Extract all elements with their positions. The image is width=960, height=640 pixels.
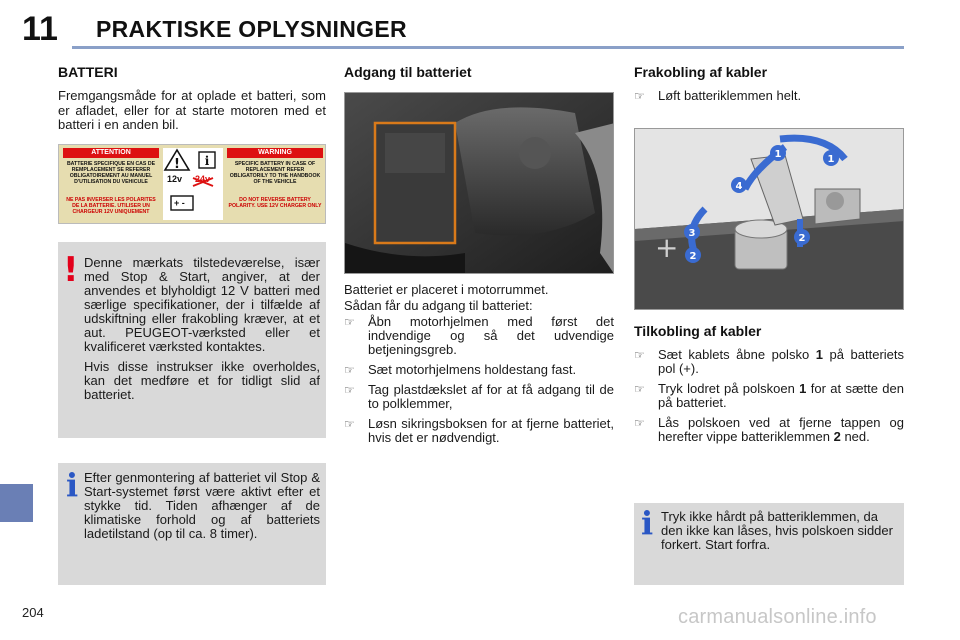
pointing-hand-icon: ☞ [344, 315, 355, 329]
label-12v: 12v [167, 174, 183, 184]
pointing-hand-icon: ☞ [634, 348, 645, 362]
warning-box-text [84, 256, 320, 408]
label-24v: 24v [195, 174, 211, 184]
pointing-hand-icon: ☞ [634, 416, 645, 430]
list-item: ☞ Lås polskoen ved at fjerne tappen og herefter vippe batteriklemmen 2 ned. [634, 415, 904, 444]
warning-paragraph: Denne mærkats tilstedeværelse, især med Stop & Start, angiver, at der anvendes et blyholdigt 12 V batteri med særlige specifikationer, der i tilfælde af udskiftning eller frakobling kræver, at et aut. PEUGEOT-værksted eller et kvalificeret værksted kontaktes. [84, 255, 320, 354]
diagram-label-3: 3 [688, 228, 696, 239]
page-title: PRAKTISKE OPLYSNINGER [96, 16, 407, 42]
battery-warning-label [58, 144, 326, 224]
label-en-top: SPECIFIC BATTERY IN CASE OF REPLACEMENT REFER OBLIGATORILY TO THE HANDBOOK OF THE VEHICLE [229, 161, 321, 185]
engine-bay-photo [344, 92, 614, 274]
info-box-2-text: Tryk ikke hårdt på batteriklemmen, da den ikke kan låses, hvis polskoen sidder forkert. Start forfra. [661, 509, 893, 552]
diagram-label-2b: 2 [689, 251, 697, 262]
section-title-adgang: Adgang til batteriet [344, 64, 472, 80]
exclamation-icon: ! [63, 250, 79, 290]
diagram-label-1a: 1 [774, 149, 782, 160]
adgang-p1: Batteriet er placeret i motorrummet. [344, 282, 549, 297]
page-number: 204 [22, 605, 44, 620]
svg-text:i: i [204, 154, 210, 168]
warning-triangle-icon [163, 148, 223, 220]
list-item: ☞ Åbn motorhjelmen med først det indvendige og så det udvendige betjeningsgreb. [344, 314, 614, 357]
info-box-text: Efter genmontering af batteriet vil Stop & Start-systemet først være aktivt efter et stykke tid. Tiden afhænger af de klimatiske forhold og af batteriets ladetilstand (op til ca. 8 timer). [84, 470, 320, 541]
info-icon: i [66, 466, 79, 504]
list-item: ☞ Sæt kablets åbne polsko 1 på batteriets pol (+). [634, 347, 904, 376]
list-item: ☞ Sæt motorhjelmens holdestang fast. [344, 362, 577, 377]
diagram-label-4: 4 [735, 181, 743, 192]
pointing-hand-icon: ☞ [344, 417, 355, 431]
info-icon: i [641, 504, 654, 542]
frakobling-steps [634, 89, 904, 109]
pointing-hand-icon: ☞ [634, 382, 645, 396]
pointing-hand-icon: ☞ [634, 89, 645, 103]
tilkobling-steps [634, 348, 904, 450]
terminal-illustration [635, 129, 904, 310]
adgang-steps [344, 315, 614, 451]
chapter-number: 11 [22, 10, 58, 48]
diagram-plus: + [655, 231, 679, 264]
batteri-intro: Fremgangsmåde for at oplade et batteri, som er afladet, eller for at starte motoren med et batteri i en anden bil. [58, 88, 326, 132]
svg-text:!: ! [174, 157, 180, 172]
list-item: ☞ Løsn sikringsboksen for at fjerne batteriet, hvis det er nødvendigt. [344, 416, 614, 445]
label-en-bottom: DO NOT REVERSE BATTERY POLARITY. USE 12V CHARGER ONLY [228, 197, 322, 209]
header-rule [72, 46, 904, 49]
battery-terminal-diagram [634, 128, 904, 310]
section-title-tilkobling: Tilkobling af kabler [634, 323, 762, 339]
diagram-label-1b: 1 [827, 154, 835, 165]
label-fr-bottom: NE PAS INVERSER LES POLARITES DE LA BATTERIE. UTILISER UN CHARGEUR 12V UNIQUEMENT [66, 197, 156, 215]
label-pictograms [163, 148, 223, 220]
adgang-p2: Sådan får du adgang til batteriet: [344, 298, 533, 313]
chapter-side-tab [0, 484, 33, 522]
label-warning: WARNING [227, 148, 323, 158]
pointing-hand-icon: ☞ [344, 383, 355, 397]
label-attention: ATTENTION [63, 148, 159, 158]
pointing-hand-icon: ☞ [344, 363, 355, 377]
engine-illustration [345, 93, 614, 274]
list-item: ☞ Løft batteriklemmen helt. [634, 88, 802, 103]
section-title-frakobling: Frakobling af kabler [634, 64, 768, 80]
list-item: ☞ Tag plastdækslet af for at få adgang til de to polklemmer, [344, 382, 614, 411]
section-title-batteri: BATTERI [58, 64, 118, 80]
diagram-label-2a: 2 [798, 233, 806, 244]
warning-paragraph: Hvis disse instrukser ikke overholdes, kan det medføre et for tidligt slid af batteriet. [84, 359, 320, 402]
label-plus-minus: + - [174, 198, 185, 208]
label-fr-top: BATTERIE SPECIFIQUE EN CAS DE REMPLACEMENT SE REFERER OBLIGATOIREMENT AU MANUEL D'UTILISATION DU VEHICULE [66, 161, 156, 185]
list-item: ☞ Tryk lodret på polskoen 1 for at sætte den på batteriet. [634, 381, 904, 410]
watermark: carmanualsonline.info [678, 606, 877, 628]
